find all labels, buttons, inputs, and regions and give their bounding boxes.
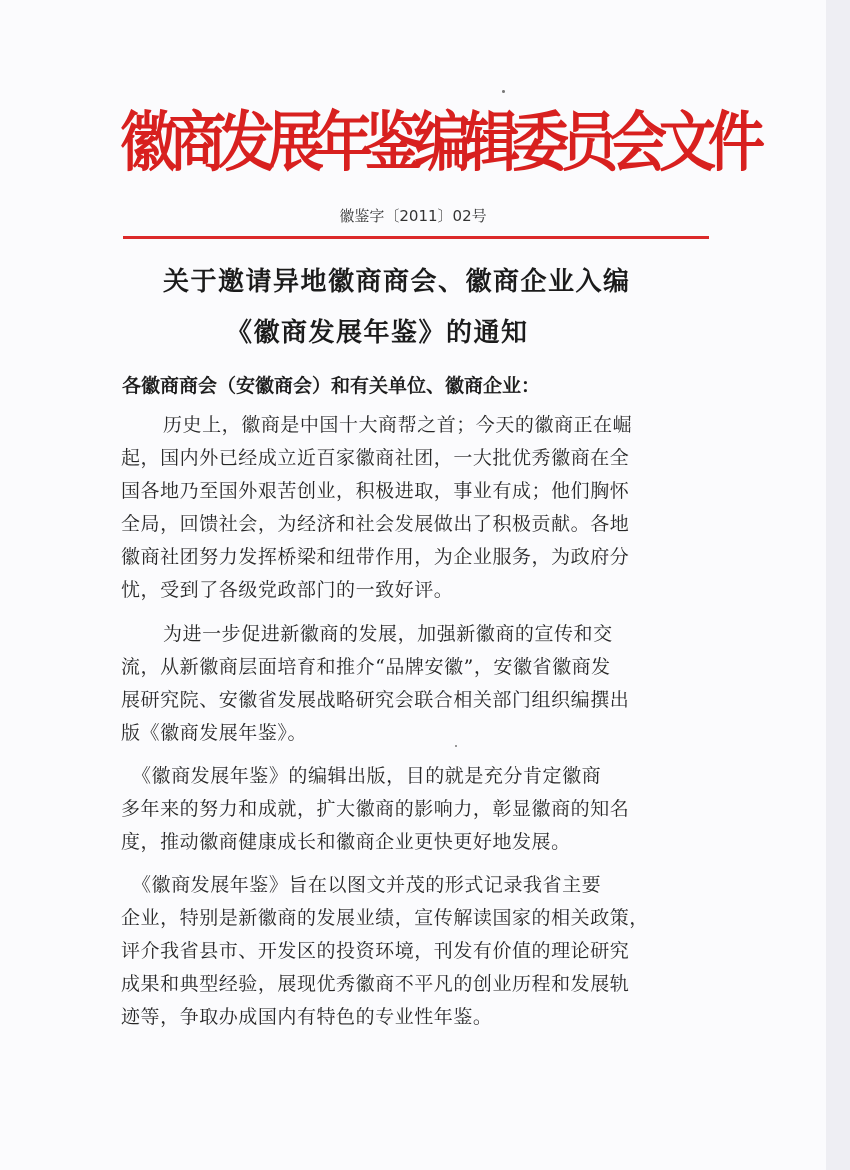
body-line: 徽商社团努力发挥桥梁和纽带作用，为企业服务，为政府分 (121, 546, 630, 568)
letterhead-title: 徽商发展年鉴编辑委员会文件 (120, 105, 757, 181)
notice-title-line-2: 《徽商发展年鉴》的通知 (226, 318, 529, 348)
scan-speck (502, 90, 505, 93)
body-line: 历史上，徽商是中国十大商帮之首；今天的徽商正在崛 (163, 414, 633, 436)
body-line: 成果和典型经验，展现优秀徽商不平凡的创业历程和发展轨 (121, 973, 630, 995)
body-line: 《徽商发展年鉴》旨在以图文并茂的形式记录我省主要 (132, 874, 602, 896)
body-line: 企业，特别是新徽商的发展业绩，宣传解读国家的相关政策， (121, 907, 649, 929)
body-line: 版《徽商发展年鉴》。 (121, 722, 308, 744)
body-line: 迹等，争取办成国内有特色的专业性年鉴。 (121, 1006, 493, 1028)
document-number: 徽鉴字〔2011〕02号 (339, 207, 487, 225)
salutation: 各徽商商会（安徽商会）和有关单位、徽商企业： (122, 375, 541, 397)
red-divider-line (123, 236, 709, 239)
body-line: 度，推动徽商健康成长和徽商企业更快更好地发展。 (121, 831, 571, 853)
body-line: 全局，回馈社会，为经济和社会发展做出了积极贡献。各地 (121, 513, 630, 535)
body-line: 评介我省县市、开发区的投资环境，刊发有价值的理论研究 (121, 940, 630, 962)
scan-speck (455, 745, 457, 747)
body-line: 忧，受到了各级党政部门的一致好评。 (121, 579, 454, 601)
notice-title-line-1: 关于邀请异地徽商商会、徽商企业入编 (163, 267, 631, 297)
body-line: 为进一步促进新徽商的发展，加强新徽商的宣传和交 (163, 623, 613, 645)
body-line: 起，国内外已经成立近百家徽商社团，一大批优秀徽商在全 (121, 447, 630, 469)
body-line: 多年来的努力和成就，扩大徽商的影响力，彰显徽商的知名 (121, 798, 630, 820)
scan-edge (826, 0, 850, 1170)
body-line: 展研究院、安徽省发展战略研究会联合相关部门组织编撰出 (121, 689, 630, 711)
body-line: 国各地乃至国外艰苦创业，积极进取，事业有成；他们胸怀 (121, 480, 630, 502)
body-line: 流，从新徽商层面培育和推介“品牌安徽”，安徽省徽商发 (121, 656, 611, 678)
body-line: 《徽商发展年鉴》的编辑出版，目的就是充分肯定徽商 (132, 765, 602, 787)
